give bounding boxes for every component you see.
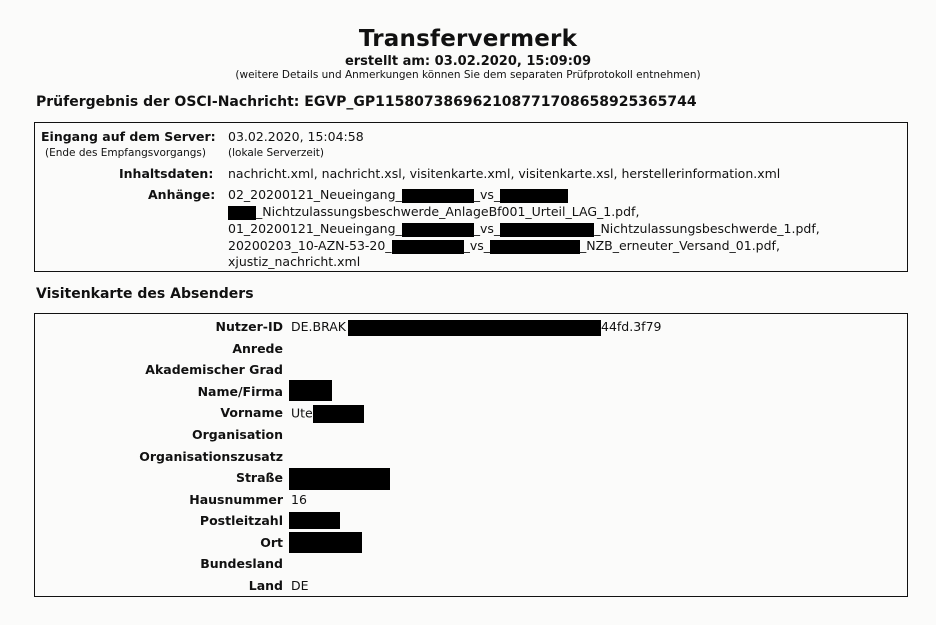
plz-label: Postleitzahl [199,513,283,528]
redaction-block [500,223,594,237]
name-label: Name/Firma [197,384,283,399]
redaction-block [392,240,464,254]
redaction-block [402,189,474,203]
redaction-block [289,380,332,401]
land-label: Land [248,578,283,593]
vorname-value: Ute [291,405,364,423]
attachments-label: Anhänge: [148,187,216,202]
attachment-line-5: xjustiz_nachricht.xml [228,254,361,269]
grad-label: Akademischer Grad [145,362,283,377]
bundesland-label: Bundesland [200,556,283,571]
attachment-line-4: 20200203_10-AZN-53-20_ _vs_ _NZB_erneuter_Versand_01.pdf, [228,238,780,253]
receipt-sub-value: (lokale Serverzeit) [228,147,325,159]
redaction-block [289,468,390,490]
created-timestamp: erstellt am: 03.02.2020, 15:09:09 [344,54,592,69]
redaction-block [490,240,580,254]
hausnummer-label: Hausnummer [189,492,283,507]
redaction-block [402,223,474,237]
redaction-block [289,532,362,553]
attachment-line-2: _Nichtzulassungsbeschwerde_AnlageBf001_Urteil_LAG_1.pdf, [228,204,639,220]
card-title: Visitenkarte des Absenders [36,286,254,302]
nutzer-id-value: DE.BRAK 44fd.3f79 [291,319,662,334]
document-title: Transfervermerk [358,26,578,52]
orgzusatz-label: Organisationszusatz [139,449,283,464]
content-label: Inhaltsdaten: [119,166,214,181]
redaction-block [228,206,256,220]
attachment-line-3: 01_20200121_Neueingang_ _vs_ _Nichtzulassungsbeschwerde_1.pdf, [228,221,820,236]
ort-label: Ort [260,535,283,550]
anrede-label: Anrede [232,341,283,356]
redaction-block [289,512,340,529]
result-title: Prüfergebnis der OSCI-Nachricht: EGVP_GP115807386962108771708658925365744 [36,94,697,110]
card-box [34,313,908,597]
receipt-value: 03.02.2020, 15:04:58 [228,129,364,144]
organisation-label: Organisation [192,427,283,442]
vorname-label: Vorname [220,405,283,420]
result-box [34,122,908,272]
redaction-block [348,320,601,336]
hausnummer-value: 16 [291,492,307,507]
details-note: (weitere Details und Anmerkungen können Sie dem separaten Prüfprotokoll entnehmen) [235,69,701,81]
redaction-block [313,405,364,423]
receipt-label: Eingang auf dem Server: [41,129,216,144]
content-value: nachricht.xml, nachricht.xsl, visitenkarte.xml, visitenkarte.xsl, herstellerinformation.xml [228,166,781,181]
redaction-block [500,189,568,203]
attachment-line-1: 02_20200121_Neueingang_ _vs_ [228,187,568,203]
nutzer-id-label: Nutzer-ID [215,319,283,334]
receipt-sub-label: (Ende des Empfangsvorgangs) [45,147,206,159]
land-value: DE [291,578,309,593]
strasse-label: Straße [235,470,283,485]
